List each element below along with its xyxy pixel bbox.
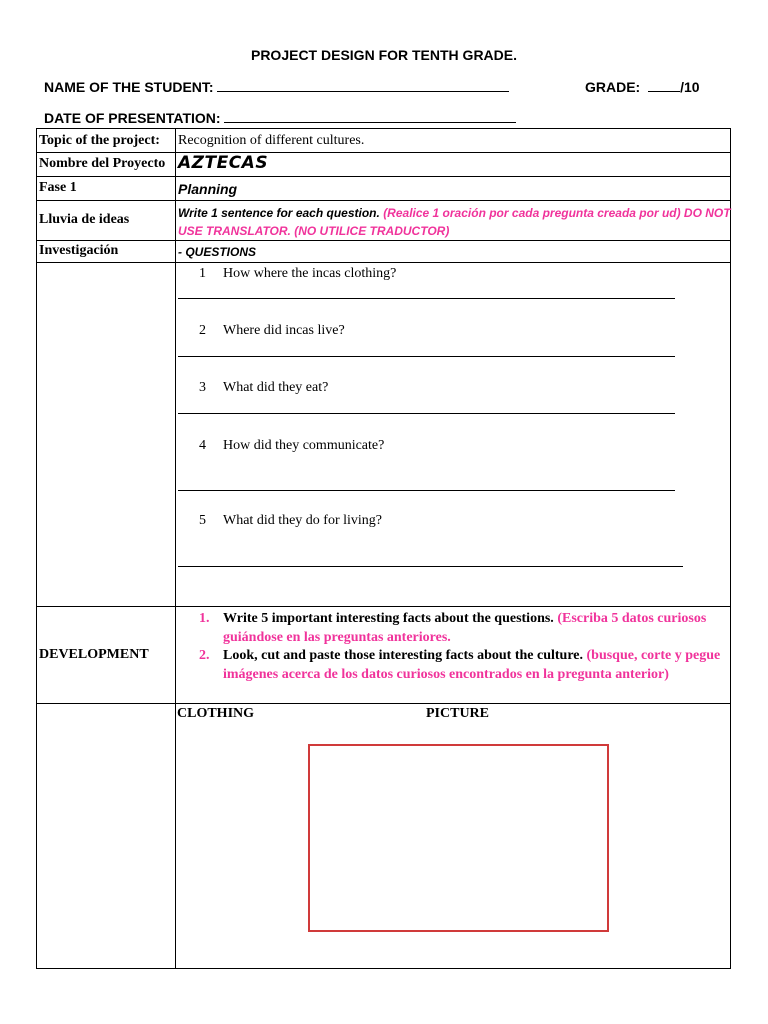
research-value: - QUESTIONS xyxy=(178,245,257,259)
answer-line[interactable] xyxy=(178,566,683,567)
column-divider xyxy=(175,129,176,968)
topic-label: Topic of the project: xyxy=(39,133,160,148)
project-form-table xyxy=(36,128,731,969)
grade-field[interactable] xyxy=(648,79,680,92)
picture-placeholder[interactable] xyxy=(308,744,609,932)
brainstorm-instruction-translator: USE TRANSLATOR. (NO UTILICE TRADUCTOR) xyxy=(178,224,450,238)
clothing-heading: CLOTHING xyxy=(177,706,255,721)
development-item-number: 1. xyxy=(199,611,210,626)
question-text: Where did incas live? xyxy=(223,323,345,338)
question-number: 3 xyxy=(199,380,206,395)
answer-line[interactable] xyxy=(178,413,675,414)
question-number: 4 xyxy=(199,438,206,453)
development-item-instruction: Write 5 important interesting facts about the questions. xyxy=(223,611,554,626)
development-item-translation: (busque, corte y pegue imágenes acerca de los datos curiosos encontrados en la pregunta anterior) xyxy=(223,648,721,682)
student-name-label: NAME OF THE STUDENT: xyxy=(44,79,214,95)
question-text: What did they do for living? xyxy=(223,513,383,528)
row-divider xyxy=(37,703,730,704)
project-name-label: Nombre del Proyecto xyxy=(39,156,166,171)
question-text: How did they communicate? xyxy=(223,438,385,453)
answer-line[interactable] xyxy=(178,490,675,491)
development-item-text xyxy=(223,609,730,647)
brainstorm-label: Lluvia de ideas xyxy=(39,212,130,227)
topic-value: Recognition of different cultures. xyxy=(178,133,365,148)
row-divider xyxy=(37,240,730,241)
grade-suffix: /10 xyxy=(680,79,700,95)
question-text: What did they eat? xyxy=(223,380,329,395)
phase-label: Fase 1 xyxy=(39,180,77,195)
development-item-text xyxy=(223,646,730,684)
question-number: 2 xyxy=(199,323,206,338)
presentation-date-row xyxy=(44,110,516,126)
question-number: 1 xyxy=(199,266,206,281)
student-name-field[interactable] xyxy=(217,79,509,92)
picture-heading: PICTURE xyxy=(426,706,490,721)
development-item xyxy=(178,646,730,684)
project-name-value: AZTECAS xyxy=(178,153,269,173)
row-divider xyxy=(37,176,730,177)
answer-line[interactable] xyxy=(178,298,675,299)
row-divider xyxy=(37,152,730,153)
development-label: DEVELOPMENT xyxy=(39,647,149,662)
brainstorm-instructions xyxy=(178,204,731,240)
page-title: PROJECT DESIGN FOR TENTH GRADE. xyxy=(250,47,518,63)
brainstorm-instruction-en: Write 1 sentence for each question. xyxy=(178,206,380,220)
grade-row xyxy=(585,79,700,95)
development-item-translation: (Escriba 5 datos curiosos guiándose en las preguntas anteriores. xyxy=(223,611,707,645)
row-divider xyxy=(37,606,730,607)
row-divider xyxy=(37,262,730,263)
development-item-instruction: Look, cut and paste those interesting facts about the culture. xyxy=(223,648,583,663)
development-item xyxy=(178,609,730,647)
row-divider xyxy=(37,200,730,201)
development-item-number: 2. xyxy=(199,648,210,663)
phase-value: Planning xyxy=(178,181,238,197)
research-label: Investigación xyxy=(39,243,119,258)
grade-label: GRADE: xyxy=(585,79,641,95)
question-number: 5 xyxy=(199,513,206,528)
brainstorm-instruction-es: (Realice 1 oración por cada pregunta creada por ud) DO NOT xyxy=(383,206,731,220)
student-name-row xyxy=(44,79,509,95)
presentation-date-field[interactable] xyxy=(224,110,516,123)
presentation-date-label: DATE OF PRESENTATION: xyxy=(44,110,221,126)
answer-line[interactable] xyxy=(178,356,675,357)
question-text: How where the incas clothing? xyxy=(223,266,397,281)
